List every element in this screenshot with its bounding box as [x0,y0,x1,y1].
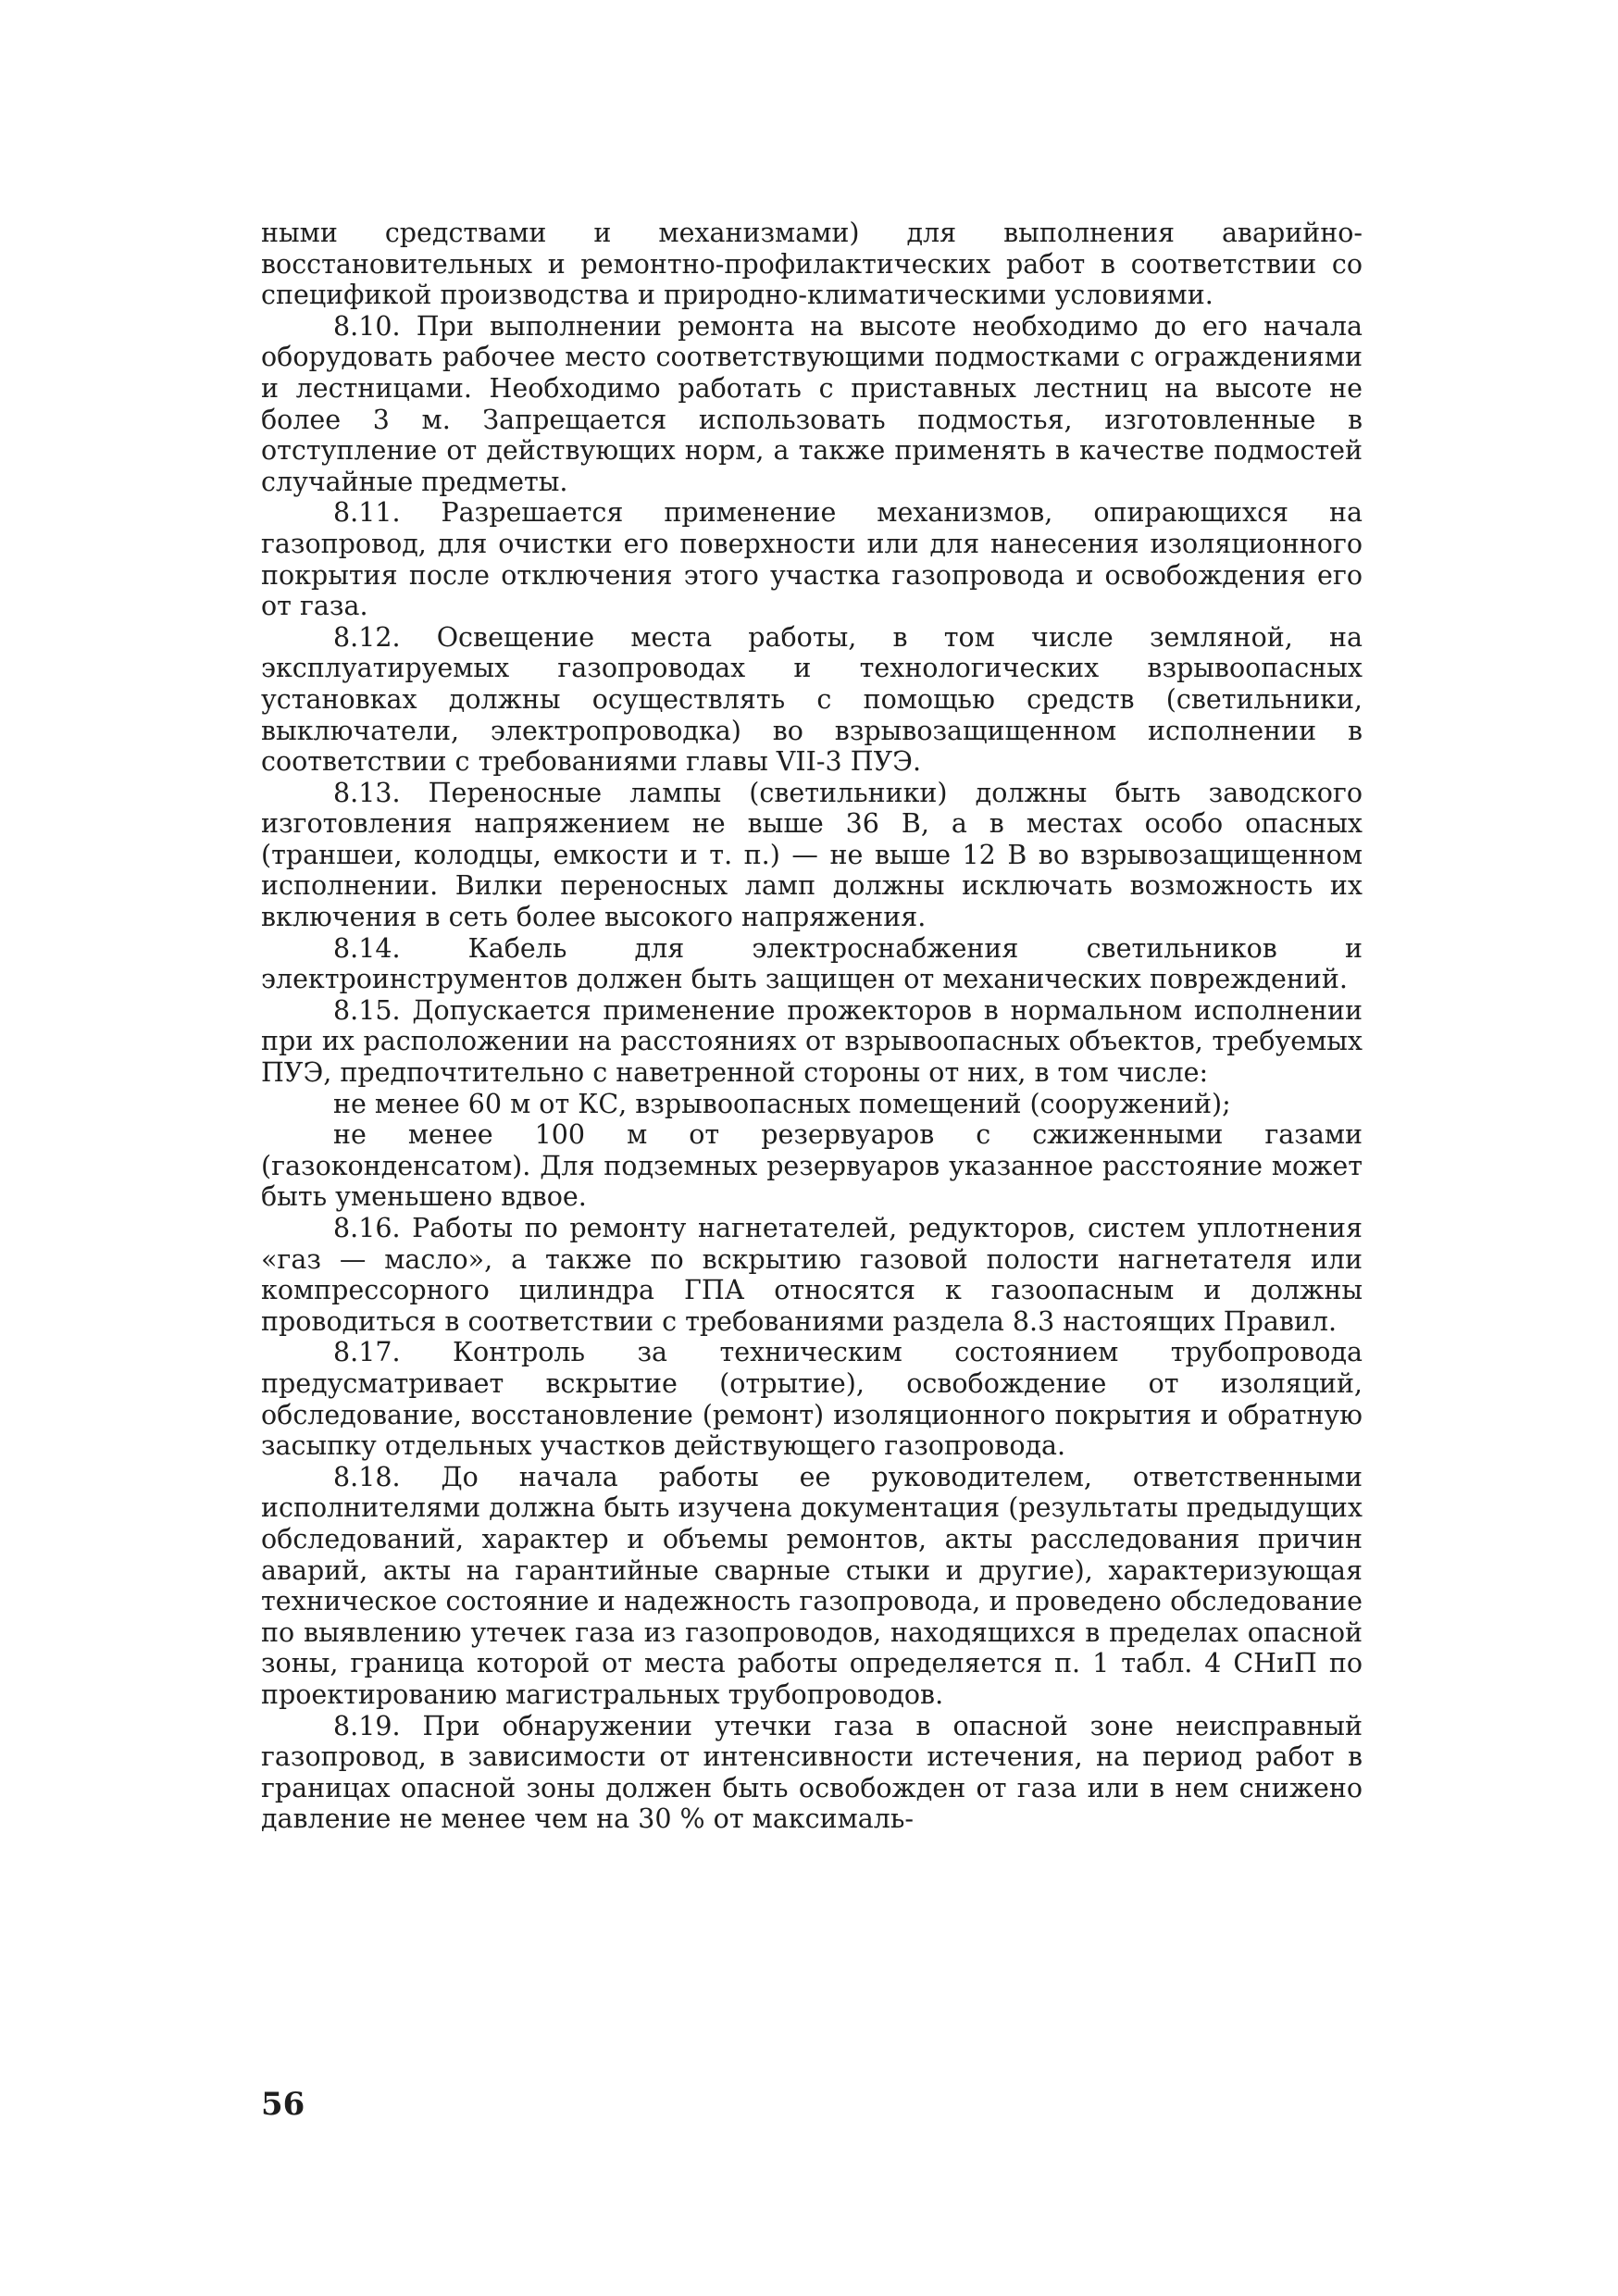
list-item-60m: не менее 60 м от КС, взрывоопасных помещений (сооружений); [333,1088,1231,1119]
paragraph-8-18: 8.18. До начала работы ее руководителем, ответственными исполнителями должна быть изучена документация (результаты предыдущих обследований, характер и объемы ремонтов, акты расследования причин аварий, акты на гарантийные сварные стыки и другие), характеризующая техническое состояние и надежность газопровода, и проведено обследование по выявлению утечек газа из газопроводов, находящихся в пределах опасной зоны, граница которой от места работы определяется п. 1 табл. 4 СНиП по проектированию магистральных трубопроводов. [261,1461,1363,1710]
paragraph-8-14: 8.14. Кабель для электроснабжения светильников и электроинструментов должен быть защищен от механических повреждений. [261,932,1363,995]
paragraph-8-17: 8.17. Контроль за техническим состоянием трубопровода предусматривает вскрытие (отрытие), освобождение от изоляций, обследование, восстановление (ремонт) изоляционного покрытия и обратную засыпку отдельных участков действующего газопровода. [261,1337,1363,1462]
paragraph-8-10: 8.10. При выполнении ремонта на высоте необходимо до его начала оборудовать рабочее место соответствующими подмостками с ограждениями и лестницами. Необходимо работать с приставных лестниц на высоте не более 3 м. Запрещается использовать подмостья, изготовленные в отступление от действующих норм, а также применять в качестве подмостей случайные предметы. [261,310,1363,497]
paragraph-8-11: 8.11. Разрешается применение механизмов, опирающихся на газопровод, для очистки его поверхности или для нанесения изоляционного покрытия после отключения этого участка газопровода и освобождения его от газа. [261,497,1363,622]
paragraph-8-16: 8.16. Работы по ремонту нагнетателей, редукторов, систем уплотнения «газ — масло», а также по вскрытию газовой полости нагнетателя или компрессорного цилиндра ГПА относятся к газоопасным и должны проводиться в соответствии с требованиями раздела 8.3 настоящих Правил. [261,1213,1363,1337]
paragraph-8-12: 8.12. Освещение места работы, в том числе земляной, на эксплуатируемых газопроводах и технологических взрывоопасных установках должны осуществлять с помощью средств (светильники, выключатели, электропроводка) во взрывозащищенном исполнении в соответствии с требованиями главы VII-3 ПУЭ. [261,621,1363,778]
paragraph-8-15: 8.15. Допускается применение прожекторов в нормальном исполнении при их расположении на расстояниях от взрывоопасных объектов, требуемых ПУЭ, предпочтительно с наветренной стороны от них, в том числе: [261,994,1363,1089]
paragraph-8-13: 8.13. Переносные лампы (светильники) должны быть заводского изготовления напряжением не выше 36 В, а в местах особо опасных (траншеи, колодцы, емкости и т. п.) — не выше 12 В во взрывозащищенном исполнении. Вилки переносных ламп должны исключать возможность их включения в сеть более высокого напряжения. [261,777,1363,933]
body-text [261,218,1363,1835]
paragraph-continuation: ными средствами и механизмами) для выполнения аварийно-восстановительных и ремонтно-профилактических работ в соответствии со спецификой производства и природно-климатическими условиями. [261,218,1363,311]
page-number: 56 [261,2086,305,2123]
list-item-100m: не менее 100 м от резервуаров с сжиженными газами (газоконденсатом). Для подземных резервуаров указанное расстояние может быть уменьшено вдвое. [261,1119,1363,1213]
paragraph-8-19: 8.19. При обнаружении утечки газа в опасной зоне неисправный газопровод, в зависимости от интенсивности истечения, на период работ в границах опасной зоны должен быть освобожден от газа или в нем снижено давление не менее чем на 30 % от максималь- [261,1710,1363,1835]
